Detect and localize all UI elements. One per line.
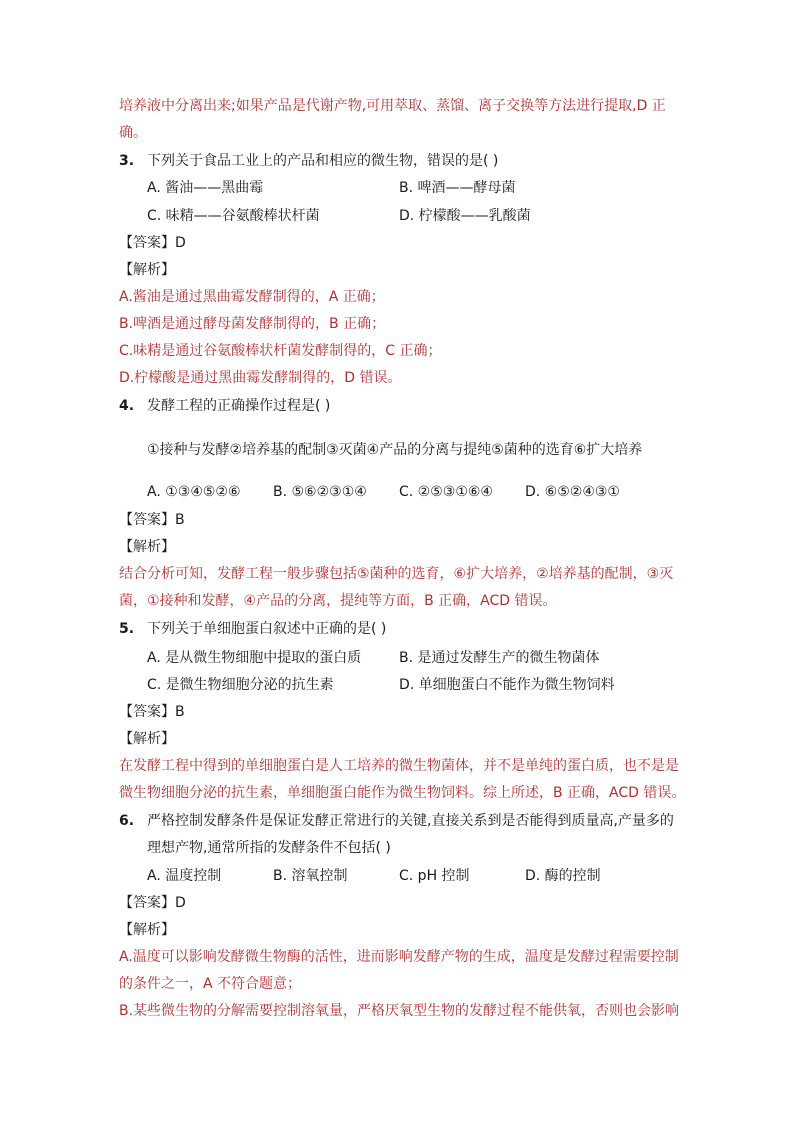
question-number: 6.: [119, 813, 135, 829]
analysis-line: B.啤酒是通过酵母菌发酵制得的，B 正确；: [119, 316, 386, 332]
option-b: B. 啤酒——酵母菌: [399, 180, 516, 196]
analysis-line: C.味精是通过谷氨酸棒状杆菌发酵制得的，C 正确；: [119, 343, 442, 359]
option-d: D. 酶的控制: [525, 868, 601, 884]
question-stem: 严格控制发酵条件是保证发酵正常进行的关键,直接关系到是否能得到质量高,产量多的: [147, 813, 674, 829]
analysis-line: B.某些微生物的分解需要控制溶氧量，严格厌氧型生物的发酵过程不能供氧，否则也会影响: [119, 1003, 680, 1019]
question-stem: 下列关于食品工业上的产品和相应的微生物，错误的是( ): [147, 153, 499, 169]
option-b: B. 是通过发酵生产的微生物菌体: [399, 650, 600, 666]
question-number: 3.: [119, 153, 135, 169]
analysis-line: 的条件之一，A 不符合题意；: [119, 976, 302, 992]
option-c: C. 味精——谷氨酸棒状杆菌: [147, 208, 320, 224]
option-c: C. pH 控制: [399, 868, 470, 884]
question-stem: 发酵工程的正确操作过程是( ): [147, 398, 331, 414]
analysis-label: 【解析】: [119, 262, 175, 278]
question-stem-cont: 理想产物,通常所指的发酵条件不包括( ): [147, 840, 391, 856]
analysis-line: 结合分析可知，发酵工程一般步骤包括⑤菌种的选育，⑥扩大培养，②培养基的配制，③灭: [119, 566, 674, 582]
answer-label: 【答案】D: [119, 235, 186, 251]
analysis-line: 在发酵工程中得到的单细胞蛋白是人工培养的微生物菌体，并不是单纯的蛋白质，也不是是: [119, 758, 679, 774]
question-number: 4.: [119, 398, 135, 414]
intro-line-1: 培养液中分离出来;如果产品是代谢产物,可用萃取、蒸馏、离子交换等方法进行提取,D 正: [119, 98, 666, 114]
analysis-line: A.温度可以影响发酵微生物酶的活性，进而影响发酵产物的生成，温度是发酵过程需要控制: [119, 949, 679, 965]
answer-label: 【答案】D: [119, 895, 186, 911]
analysis-line: 微生物细胞分泌的抗生素，单细胞蛋白能作为微生物饲料。综上所述，B 正确，ACD 错误。: [119, 785, 686, 801]
option-d: D. ⑥⑤②④③①: [525, 484, 620, 500]
option-a: A. 是从微生物细胞中提取的蛋白质: [147, 650, 362, 666]
option-d: D. 柠檬酸——乳酸菌: [399, 208, 531, 224]
analysis-line: A.酱油是通过黑曲霉发酵制得的，A 正确；: [119, 289, 385, 305]
analysis-label: 【解析】: [119, 539, 175, 555]
question-steps: ①接种与发酵②培养基的配制③灭菌④产品的分离与提纯⑤菌种的选育⑥扩大培养: [147, 442, 643, 458]
analysis-line: D.柠檬酸是通过黑曲霉发酵制得的，D 错误。: [119, 370, 402, 386]
option-b: B. 溶氧控制: [273, 868, 348, 884]
analysis-label: 【解析】: [119, 922, 175, 938]
option-c: C. ②⑤③①⑥④: [399, 484, 493, 500]
analysis-label: 【解析】: [119, 731, 175, 747]
analysis-line: 菌，①接种和发酵，④产品的分离，提纯等方面，B 正确，ACD 错误。: [119, 593, 557, 609]
option-a: A. 温度控制: [147, 868, 222, 884]
question-stem: 下列关于单细胞蛋白叙述中正确的是( ): [147, 621, 387, 637]
option-c: C. 是微生物细胞分泌的抗生素: [147, 677, 334, 693]
intro-line-2: 确。: [119, 125, 147, 141]
option-a: A. 酱油——黑曲霉: [147, 180, 264, 196]
option-b: B. ⑤⑥②③①④: [273, 484, 367, 500]
option-a: A. ①③④⑤②⑥: [147, 484, 241, 500]
question-number: 5.: [119, 621, 135, 637]
option-d: D. 单细胞蛋白不能作为微生物饲料: [399, 677, 615, 693]
answer-label: 【答案】B: [119, 704, 185, 720]
answer-label: 【答案】B: [119, 512, 185, 528]
